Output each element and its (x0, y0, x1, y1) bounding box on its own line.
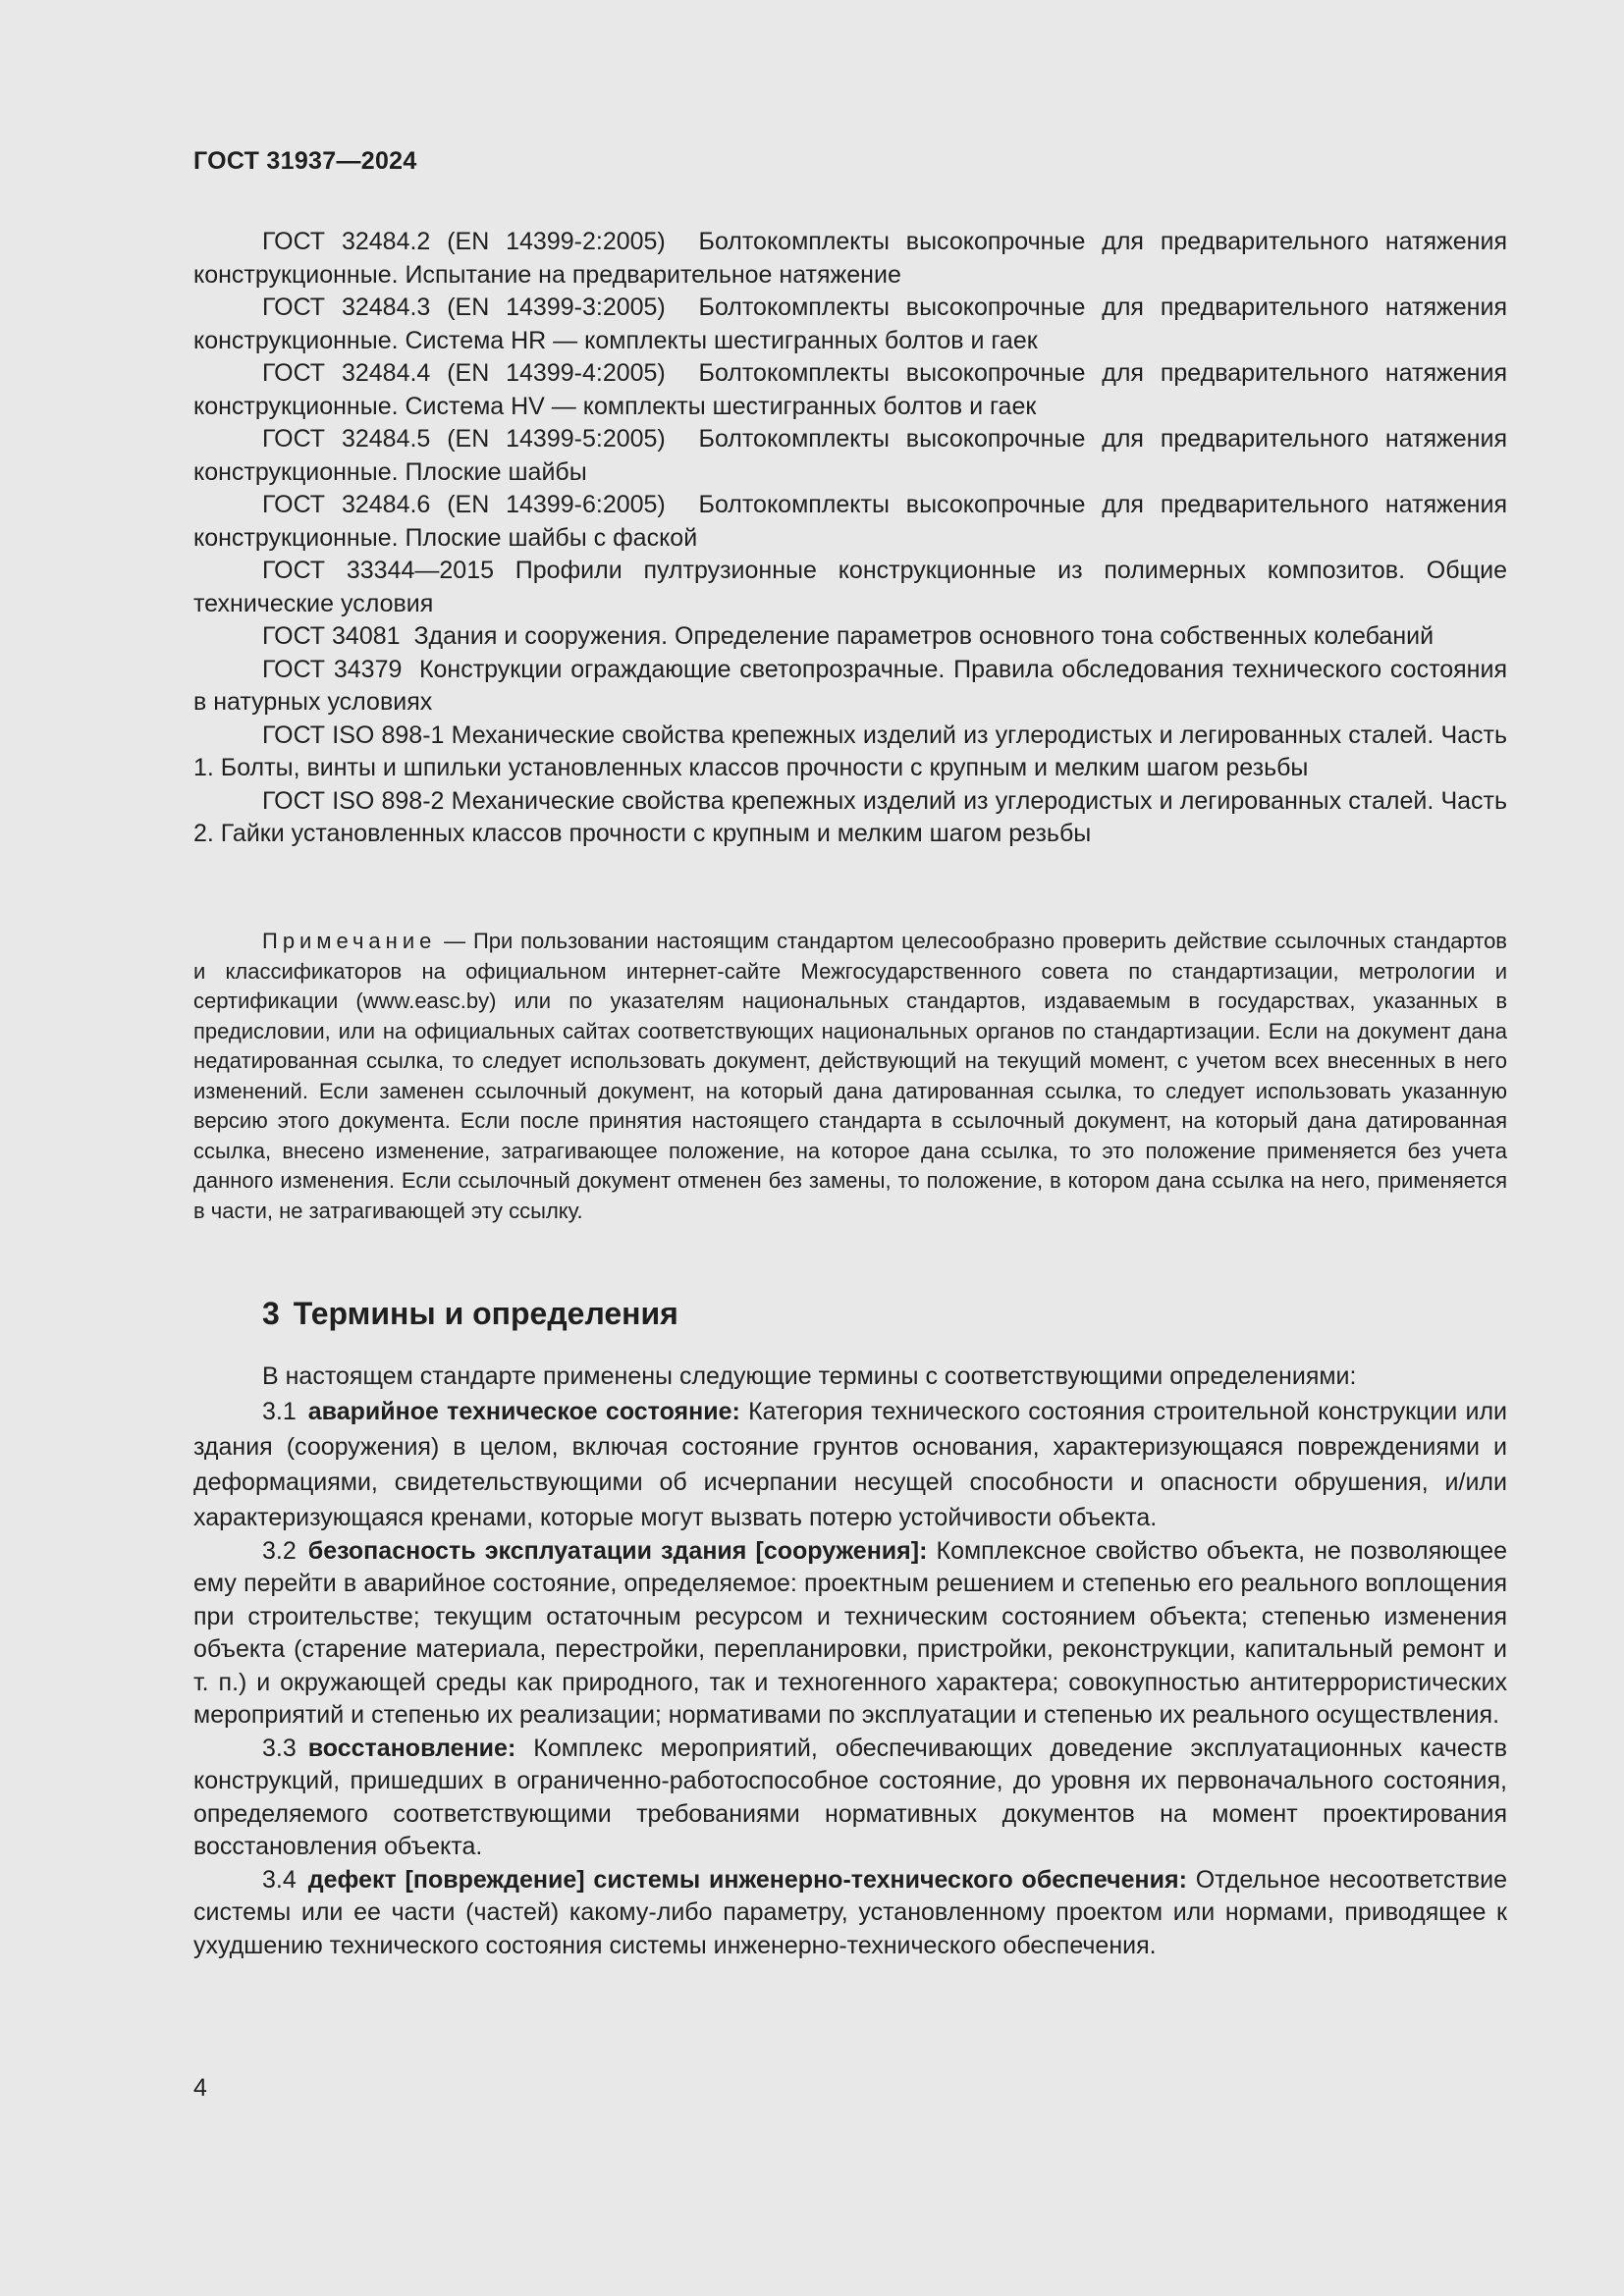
reference-code: ГОСТ 32484.3 (EN 14399-3:2005) (262, 294, 666, 321)
term-number: 3.4 (262, 1865, 297, 1894)
reference-title: Болтокомплекты высокопрочные для предварительного натяжения конструкционные. Плоские шайбы с фаской (193, 491, 1507, 552)
reference-title: Болтокомплекты высокопрочные для предварительного натяжения конструкционные. Плоские шайбы (193, 425, 1507, 486)
reference-item (193, 357, 1507, 423)
reference-item (193, 654, 1507, 720)
term-number: 3.2 (262, 1536, 297, 1565)
term-name: аварийное техническое состояние: (307, 1397, 740, 1425)
document-header: ГОСТ 31937—2024 (193, 147, 417, 175)
section-intro: В настоящем стандарте применены следующие термины с соответствующими определениями: (262, 1362, 1357, 1390)
reference-item (193, 423, 1507, 489)
reference-item (193, 292, 1507, 357)
reference-title: Болтокомплекты высокопрочные для предварительного натяжения конструкционные. Система HV — комплекты шестигранных болтов и гаек (193, 359, 1507, 420)
term-definition: Комплекс мероприятий, обеспечивающих доведение эксплуатационных качеств конструкций, пришедших в ограниченно-работоспособное состояние, до уровня их первоначального состояния, определяемого соответствующими требованиями нормативных документов на момент проектирования восстановления объекта. (193, 1734, 1507, 1860)
note-paragraph (193, 927, 1507, 1226)
section-title: Термины и определения (293, 1296, 678, 1331)
section-heading (262, 1296, 678, 1332)
note-label: Примечание (262, 929, 437, 953)
reference-title: Болтокомплекты высокопрочные для предварительного натяжения конструкционные. Система HR — комплекты шестигранных болтов и гаек (193, 294, 1507, 354)
reference-title: Конструкции ограждающие светопрозрачные. Правила обследования технического состояния в натурных условиях (193, 655, 1507, 716)
reference-item (193, 785, 1507, 851)
reference-code: ГОСТ 33344—2015 (262, 557, 494, 584)
term-number: 3.3 (262, 1734, 297, 1762)
term-name: безопасность эксплуатации здания [сооружения]: (307, 1536, 928, 1565)
reference-title: Болтокомплекты высокопрочные для предварительного натяжения конструкционные. Испытание на предварительное натяжение (193, 228, 1507, 289)
page-number: 4 (193, 2074, 207, 2102)
term-entry (193, 1394, 1507, 1535)
reference-title: Механические свойства крепежных изделий из углеродистых и легированных сталей. Часть 2. Гайки установленных классов прочности с крупным и мелким шагом резьбы (193, 786, 1507, 847)
reference-title: Профили пултрузионные конструкционные из полимерных композитов. Общие технические условия (193, 557, 1508, 617)
term-number: 3.1 (262, 1397, 297, 1425)
term-name: восстановление: (307, 1734, 516, 1762)
term-entry (193, 1733, 1507, 1864)
reference-title: Здания и сооружения. Определение параметров основного тона собственных колебаний (413, 622, 1435, 650)
term-name: дефект [повреждение] системы инженерно-технического обеспечения: (307, 1865, 1187, 1894)
normative-references-list (193, 226, 1507, 851)
reference-code: ГОСТ 34379 (262, 655, 403, 683)
reference-item (193, 226, 1507, 292)
reference-code: ГОСТ 32484.6 (EN 14399-6:2005) (262, 491, 666, 518)
term-definition: Отдельное несоответствие системы или ее части (частей) какому-либо параметру, установленному проектом или нормами, приводящее к ухудшению технического состояния системы инженерно-технического обеспечения. (193, 1865, 1507, 1959)
reference-item (193, 555, 1507, 620)
reference-code: ГОСТ 32484.2 (EN 14399-2:2005) (262, 228, 666, 255)
reference-item (193, 720, 1507, 785)
reference-title: Механические свойства крепежных изделий из углеродистых и легированных сталей. Часть 1. Болты, винты и шпильки установленных классов прочности с крупным и мелким шагом резьбы (193, 721, 1507, 781)
terms-list (193, 1361, 1507, 1962)
term-definition: Категория технического состояния строительной конструкции или здания (сооружения) в целом, включая состояние грунтов основания, характеризующаяся повреждениями и деформациями, свидетельствующими об исчерпании несущей способности и опасности обрушения, и/или характеризующаяся кренами, которые могут вызвать потерю устойчивости объекта. (193, 1397, 1508, 1531)
term-definition: Комплексное свойство объекта, не позволяющее ему перейти в аварийное состояние, определяемое: проектным решением и степенью его реального воплощения при строительстве; текущим остаточным ресурсом и техническим состоянием объекта; степенью изменения объекта (старение материала, перестройки, перепланировки, пристройки, реконструкции, капитальный ремонт и т. п.) и окружающей среды как природного, так и техногенного характера; совокупностью антитеррористических мероприятий и степенью их реализации; нормативами по эксплуатации и степенью их реального осуществления. (193, 1536, 1507, 1729)
reference-code: ГОСТ ISO 898-2 (262, 786, 445, 815)
reference-code: ГОСТ 34081 (262, 622, 401, 650)
note-text: — При пользовании настоящим стандартом целесообразно проверить действие ссылочных стандартов и классификаторов на официальном интернет-сайте Межгосударственного совета по стандартизации, метрологии и сертификации (www.easc.by) или по указателям национальных стандартов, издаваемым в государствах, указанных в предисловии, или на официальных сайтах соответствующих национальных органов по стандартизации. Если на документ дана недатированная ссылка, то следует использовать документ, действующий на текущий момент, с учетом всех внесенных в него изменений. Если заменен ссылочный документ, на который дана датированная ссылка, то следует использовать указанную версию этого документа. Если после принятия настоящего стандарта в ссылочный документ, на который дана датированная ссылка, внесено изменение, затрагивающее положение, на которое дана ссылка, то это положение применяется без учета данного изменения. Если ссылочный документ отменен без замены, то положение, в котором дана ссылка на него, применяется в части, не затрагивающей эту ссылку. (193, 929, 1507, 1223)
section-number: 3 (262, 1296, 280, 1331)
reference-item (193, 489, 1507, 555)
term-entry (193, 1535, 1507, 1733)
reference-item (193, 620, 1507, 654)
reference-code: ГОСТ 32484.4 (EN 14399-4:2005) (262, 359, 666, 387)
reference-code: ГОСТ 32484.5 (EN 14399-5:2005) (262, 425, 666, 453)
term-entry (193, 1864, 1507, 1963)
reference-code: ГОСТ ISO 898-1 (262, 721, 445, 749)
